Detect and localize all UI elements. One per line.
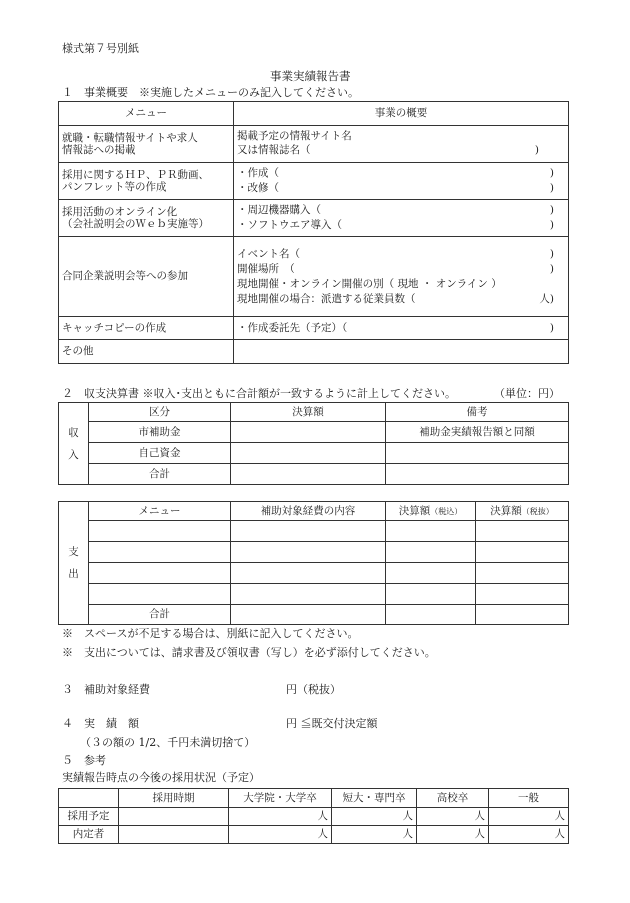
overview-cell[interactable]: ・作成委託先（予定）（ ): [234, 317, 569, 340]
overview-cell[interactable]: ・周辺機器購入（ ) ・ソフトウエア導入（ ): [234, 200, 569, 237]
category-cell: 自己資金: [89, 443, 231, 464]
menu-cell: 採用活動のオンライン化 （会社説明会のＷｅｂ実施等）: [59, 200, 234, 237]
menu-cell: 合同企業説明会等への参加: [59, 237, 234, 317]
note-cell[interactable]: [386, 443, 569, 464]
col-menu: メニュー: [89, 502, 231, 521]
overview-cell[interactable]: [234, 340, 569, 364]
section3-label: ３ 補助対象経費: [62, 683, 150, 696]
menu-cell: キャッチコピーの作成: [59, 317, 234, 340]
table-row: [59, 521, 569, 542]
expense-table: [58, 501, 569, 625]
income-side-label: 収 入: [59, 403, 89, 485]
section4-unit: 円 ≦既交付決定額: [286, 717, 378, 730]
section4-note: （３の額の 1/2、千円未満切捨て）: [80, 736, 256, 749]
note-cell[interactable]: [386, 464, 569, 485]
category-cell: 市補助金: [89, 422, 231, 443]
table-row: [59, 563, 569, 584]
category-cell: 合計: [89, 464, 231, 485]
col-overview: 事業の概要: [234, 102, 569, 126]
col-amount: 決算額: [231, 403, 386, 422]
col-expense-content: 補助対象経費の内容: [231, 502, 386, 521]
col-menu: メニュー: [59, 102, 234, 126]
note-2: ※ 支出については、請求書及び領収書（写し）を必ず添付してください。: [62, 646, 436, 659]
income-table: [58, 402, 569, 485]
note-cell: 補助金実績報告額と同額: [386, 422, 569, 443]
menu-cell: 就職・転職情報サイトや求人 情報誌への掲載: [59, 126, 234, 163]
note-1: ※ スペースが不足する場合は、別紙に記入してください。: [62, 627, 359, 640]
overview-cell[interactable]: イベント名（ ) 開催場所 （ ) 現地開催・オンライン開催の別（ 現地 ・ オンライン ） 現地開催の場合：派遣する従業員数（ 人): [234, 237, 569, 317]
col-university: 大学院・大学卒: [229, 789, 332, 808]
table-row: 採用予定 人 人 人 人: [59, 808, 569, 826]
table-row: 内定者 人 人 人 人: [59, 826, 569, 844]
col-junior-college: 短大・専門卒: [332, 789, 417, 808]
amount-cell[interactable]: [231, 443, 386, 464]
table-row: [59, 542, 569, 563]
overview-cell[interactable]: 掲載予定の情報サイト名 又は情報誌名（ ): [234, 126, 569, 163]
table-row: [59, 584, 569, 605]
form-id: 様式第７号別紙: [62, 42, 139, 55]
total-label: 合計: [89, 605, 231, 625]
menu-cell: その他: [59, 340, 234, 364]
col-note: 備考: [386, 403, 569, 422]
hiring-status-table: [58, 788, 569, 844]
col-category: 区分: [89, 403, 231, 422]
amount-cell[interactable]: [231, 464, 386, 485]
col-amount-tax-incl: 決算額（税込）: [386, 502, 476, 521]
amount-cell[interactable]: [231, 422, 386, 443]
col-general: 一般: [489, 789, 569, 808]
section2-heading: ２ 収支決算書 ※収入･支出ともに合計額が一致するように計上してください。: [62, 387, 456, 400]
section5-heading: ５ 参考: [62, 754, 106, 767]
col-hiring-period: 採用時期: [119, 789, 229, 808]
col-high-school: 高校卒: [417, 789, 489, 808]
overview-cell[interactable]: ・作成（ ) ・改修（ ): [234, 163, 569, 200]
section5-subheading: 実績報告時点の今後の採用状況（予定）: [62, 771, 260, 784]
menu-cell: 採用に関するＨＰ、ＰＲ動画、 パンフレット等の作成: [59, 163, 234, 200]
expense-side-label: 支 出: [59, 502, 89, 625]
section3-unit: 円（税抜）: [286, 683, 341, 696]
col-amount-tax-excl: 決算額（税抜）: [476, 502, 569, 521]
section1-heading: １ 事業概要 ※実施したメニューのみ記入してください。: [62, 86, 359, 99]
page-title: 事業実績報告書: [270, 69, 351, 83]
section4-label: ４ 実 績 額: [62, 717, 139, 730]
unit-label: （単位：円）: [494, 387, 560, 400]
business-overview-table: [58, 101, 569, 364]
